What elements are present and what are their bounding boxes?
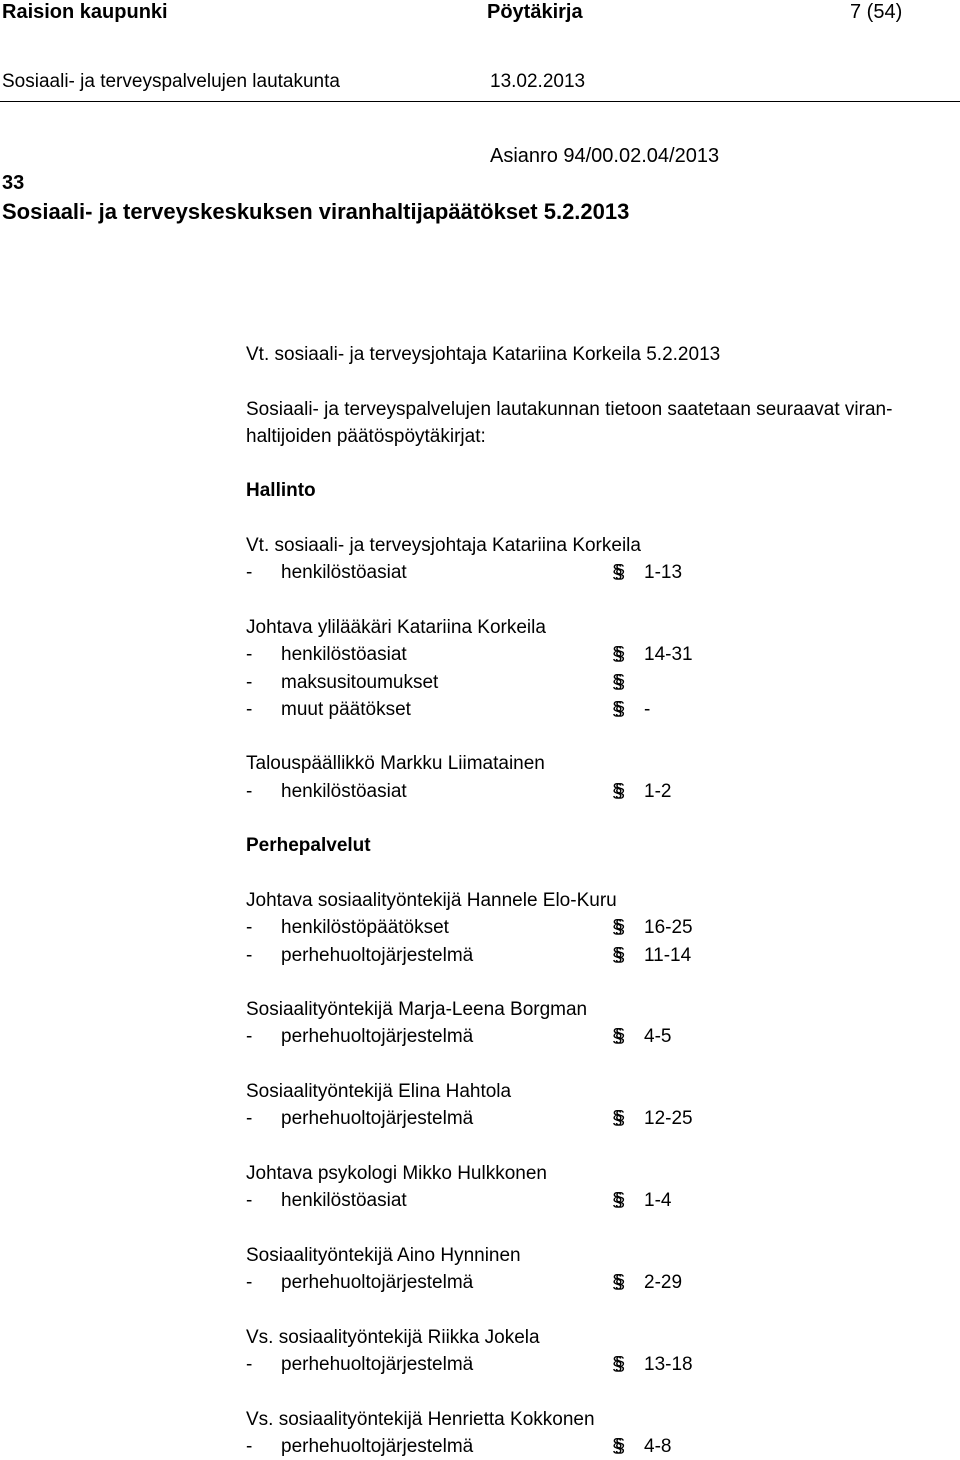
official-name: Johtava ylilääkäri Katariina Korkeila [246, 616, 546, 638]
official-name: Johtava sosiaalityöntekijä Hannele Elo-Kuru [246, 889, 617, 911]
page-number: 7 (54) [850, 1, 903, 23]
paragraph-range: 4-5 [644, 1026, 672, 1048]
decision-topic: muut päätökset [281, 698, 411, 720]
decision-row [246, 1023, 960, 1050]
decision-topic: henkilöstöasiat [281, 1190, 407, 1212]
paragraph-range: 1-4 [644, 1190, 672, 1212]
list-dash: - [246, 562, 253, 584]
decision-topic: henkilöstöasiat [281, 644, 407, 666]
paragraph-range: 4-8 [644, 1435, 672, 1457]
official-name: Talouspäällikkö Markku Liimatainen [246, 753, 545, 775]
list-dash: - [246, 671, 253, 693]
list-dash: - [246, 1435, 253, 1457]
decision-row [246, 778, 960, 805]
decision-topic: perhehuoltojärjestelmä [281, 1272, 474, 1294]
paragraph-range: 11-14 [644, 944, 692, 966]
list-dash: - [246, 698, 253, 720]
decision-topic: maksusitoumukset [281, 671, 439, 693]
section-mark: §§ [612, 562, 618, 584]
official-name: Vs. sosiaalityöntekijä Henrietta Kokkonen [246, 1408, 595, 1430]
decision-topic: henkilöstöasiat [281, 562, 407, 584]
section-mark: §§ [612, 1353, 618, 1375]
meeting-date: 13.02.2013 [490, 71, 586, 92]
section-mark: §§ [612, 1272, 618, 1294]
decision-topic: perhehuoltojärjestelmä [281, 1026, 474, 1048]
decision-row [246, 942, 960, 969]
official-name: Vt. sosiaali- ja terveysjohtaja Katariina Korkeila [246, 535, 641, 557]
list-dash: - [246, 917, 253, 939]
decision-topic: perhehuoltojärjestelmä [281, 944, 474, 966]
decision-topic: perhehuoltojärjestelmä [281, 1108, 474, 1130]
decision-row [246, 1105, 960, 1132]
section-mark: §§ [612, 1026, 618, 1048]
decision-row [246, 696, 960, 723]
list-dash: - [246, 1108, 253, 1130]
decision-topic: perhehuoltojärjestelmä [281, 1353, 474, 1375]
section-mark: §§ [612, 780, 618, 802]
intro-line-1: Sosiaali- ja terveyspalvelujen lautakunnan tietoon saatetaan seuraavat viran- [246, 398, 893, 420]
paragraph-range: 1-2 [644, 780, 672, 802]
decision-row [246, 1433, 960, 1460]
decision-row [246, 914, 960, 941]
section-mark: §§ [612, 917, 618, 939]
section-mark: §§ [612, 671, 618, 693]
paragraph-range: 16-25 [644, 917, 693, 939]
section-mark: §§ [612, 698, 618, 720]
list-dash: - [246, 780, 253, 802]
decision-row [246, 559, 960, 586]
board-name: Sosiaali- ja terveyspalvelujen lautakunta [2, 71, 340, 92]
section-mark: §§ [612, 944, 618, 966]
list-dash: - [246, 644, 253, 666]
item-number: 33 [2, 172, 25, 194]
decision-row [246, 669, 960, 696]
org-name: Raision kaupunki [2, 1, 168, 23]
section-mark: §§ [612, 1190, 618, 1212]
section-heading: Perhepalvelut [246, 835, 371, 857]
official-name: Johtava psykologi Mikko Hulkkonen [246, 1162, 547, 1184]
paragraph-range: 2-29 [644, 1272, 683, 1294]
official-name: Vs. sosiaalityöntekijä Riikka Jokela [246, 1326, 540, 1348]
list-dash: - [246, 944, 253, 966]
intro-line-2: haltijoiden päätöspöytäkirjat: [246, 425, 486, 447]
paragraph-range: 1-13 [644, 562, 683, 584]
official-name: Sosiaalityöntekijä Aino Hynninen [246, 1244, 521, 1266]
list-dash: - [246, 1190, 253, 1212]
paragraph-range: - [644, 698, 651, 720]
list-dash: - [246, 1272, 253, 1294]
official-name: Sosiaalityöntekijä Marja-Leena Borgman [246, 999, 588, 1021]
section-mark: §§ [612, 1435, 618, 1457]
decision-row [246, 641, 960, 668]
section-mark: §§ [612, 644, 618, 666]
paragraph-range: 14-31 [644, 644, 693, 666]
header-rule [0, 101, 960, 102]
decision-row [246, 1269, 960, 1296]
decision-row [246, 1351, 960, 1378]
document-type: Pöytäkirja [487, 1, 583, 23]
list-dash: - [246, 1353, 253, 1375]
section-mark: §§ [612, 1108, 618, 1130]
paragraph-range: 12-25 [644, 1108, 693, 1130]
decision-topic: henkilöstöpäätökset [281, 917, 449, 939]
item-body [246, 341, 960, 1460]
decision-sections [246, 477, 960, 1460]
case-number: Asianro 94/00.02.04/2013 [490, 145, 720, 167]
presenter-line: Vt. sosiaali- ja terveysjohtaja Katariina Korkeila 5.2.2013 [246, 344, 721, 365]
item-title: Sosiaali- ja terveyskeskuksen viranhaltijapäätökset 5.2.2013 [2, 199, 630, 224]
list-dash: - [246, 1026, 253, 1048]
section-heading: Hallinto [246, 480, 316, 502]
official-name: Sosiaalityöntekijä Elina Hahtola [246, 1081, 512, 1103]
paragraph-range: 13-18 [644, 1353, 693, 1375]
decision-row [246, 1187, 960, 1214]
decision-topic: henkilöstöasiat [281, 780, 407, 802]
decision-topic: perhehuoltojärjestelmä [281, 1435, 474, 1457]
